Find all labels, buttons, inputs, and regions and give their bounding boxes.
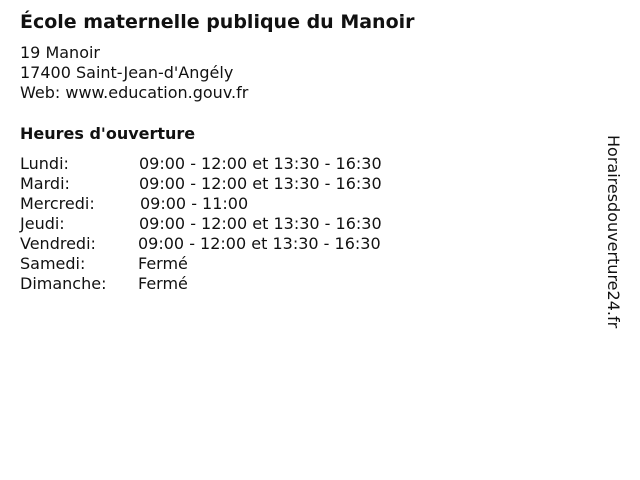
website-link[interactable]: www.education.gouv.fr bbox=[65, 83, 249, 102]
website-line bbox=[20, 83, 248, 103]
time-value: 09:00 - 12:00 et 13:30 - 16:30 bbox=[139, 154, 382, 173]
time-value: 09:00 - 11:00 bbox=[140, 194, 249, 213]
time-value: Fermé bbox=[138, 274, 188, 293]
school-address-block bbox=[20, 43, 248, 103]
time-value: 09:00 - 12:00 et 13:30 - 16:30 bbox=[139, 174, 382, 193]
time-value: 09:00 - 12:00 et 13:30 - 16:30 bbox=[139, 214, 382, 233]
day-label: Mardi: bbox=[20, 174, 70, 193]
day-label: Vendredi: bbox=[20, 234, 96, 253]
day-label: Samedi: bbox=[20, 254, 86, 273]
opening-hours-heading: Heures d'ouverture bbox=[20, 124, 196, 143]
address-street: 19 Manoir bbox=[20, 43, 101, 62]
day-label: Jeudi: bbox=[20, 214, 65, 233]
school-name-title: École maternelle publique du Manoir bbox=[20, 11, 415, 33]
day-label: Dimanche: bbox=[20, 274, 107, 293]
day-label: Mercredi: bbox=[20, 194, 95, 213]
day-label: Lundi: bbox=[20, 154, 69, 173]
side-brand-watermark: Horairesdouverture24.fr bbox=[604, 135, 623, 329]
address-city: 17400 Saint-Jean-d'Angély bbox=[20, 63, 234, 82]
website-label: Web: bbox=[20, 83, 61, 102]
time-value: 09:00 - 12:00 et 13:30 - 16:30 bbox=[138, 234, 381, 253]
time-value: Fermé bbox=[138, 254, 188, 273]
